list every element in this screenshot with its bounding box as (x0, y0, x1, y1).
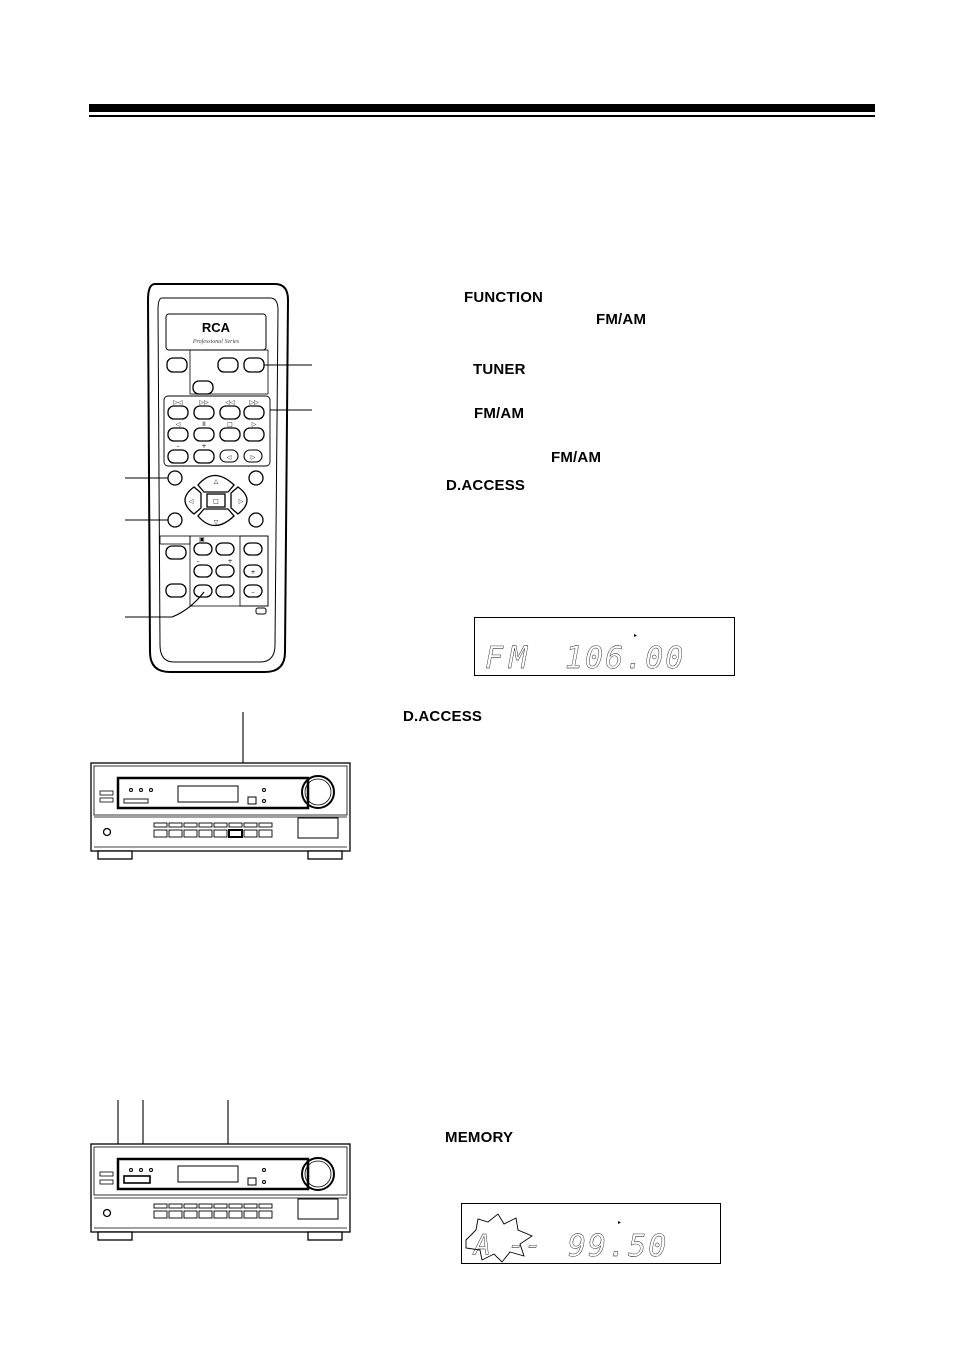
label-d-access-2: D.ACCESS (403, 708, 483, 725)
remote-series: Professional Series (192, 339, 240, 345)
svg-text:◁: ◁ (188, 498, 194, 505)
svg-text:+: + (201, 443, 207, 450)
remote-control-illustration (110, 280, 325, 680)
svg-text:–: – (251, 589, 255, 596)
display-1-frequency: 106.00 (565, 641, 686, 675)
svg-text:▣: ▣ (199, 536, 205, 543)
svg-text:–: – (176, 443, 180, 450)
svg-text:+: + (227, 558, 233, 565)
lcd-display-fm (474, 617, 735, 676)
receiver-front-panel-1 (88, 712, 358, 867)
svg-text:△: △ (213, 478, 219, 485)
svg-text:□: □ (213, 498, 219, 505)
remote-brand: RCA (201, 320, 231, 335)
svg-text:+: + (250, 569, 256, 576)
lcd-display-memory (461, 1203, 721, 1264)
label-tuner: TUNER (473, 361, 526, 378)
header-rule-thick (89, 104, 875, 112)
svg-text:◁: ◁ (226, 454, 232, 461)
label-fm-am-1: FM/AM (596, 311, 647, 328)
label-memory: MEMORY (445, 1129, 514, 1146)
svg-text:▷◁: ▷◁ (173, 399, 183, 406)
label-d-access-1: D.ACCESS (446, 477, 526, 494)
svg-text:▷▷: ▷▷ (249, 399, 259, 406)
svg-text:▽: ▽ (213, 519, 219, 526)
header-rule-thin (89, 115, 875, 117)
svg-text:◁: ◁ (175, 421, 181, 428)
label-fm-am-3: FM/AM (551, 449, 602, 466)
display-2-preset: A -- (474, 1228, 542, 1261)
label-fm-am-2: FM/AM (474, 405, 525, 422)
svg-text:–: – (196, 558, 200, 565)
label-function: FUNCTION (464, 289, 544, 306)
svg-text:□: □ (227, 421, 233, 428)
svg-text:▷: ▷ (250, 454, 256, 461)
display-2-indicator: ▸ (618, 1219, 622, 1226)
svg-text:▷▷: ▷▷ (199, 399, 209, 406)
display-1-band: FM (485, 641, 534, 675)
display-1-indicator: ▸ (634, 632, 638, 639)
display-2-frequency: 99.50 (568, 1229, 669, 1264)
svg-text:▷: ▷ (251, 421, 257, 428)
receiver-front-panel-2 (88, 1096, 358, 1246)
svg-text:▷: ▷ (238, 498, 244, 505)
svg-text:II: II (202, 421, 206, 428)
svg-text:◁◁: ◁◁ (225, 399, 235, 406)
